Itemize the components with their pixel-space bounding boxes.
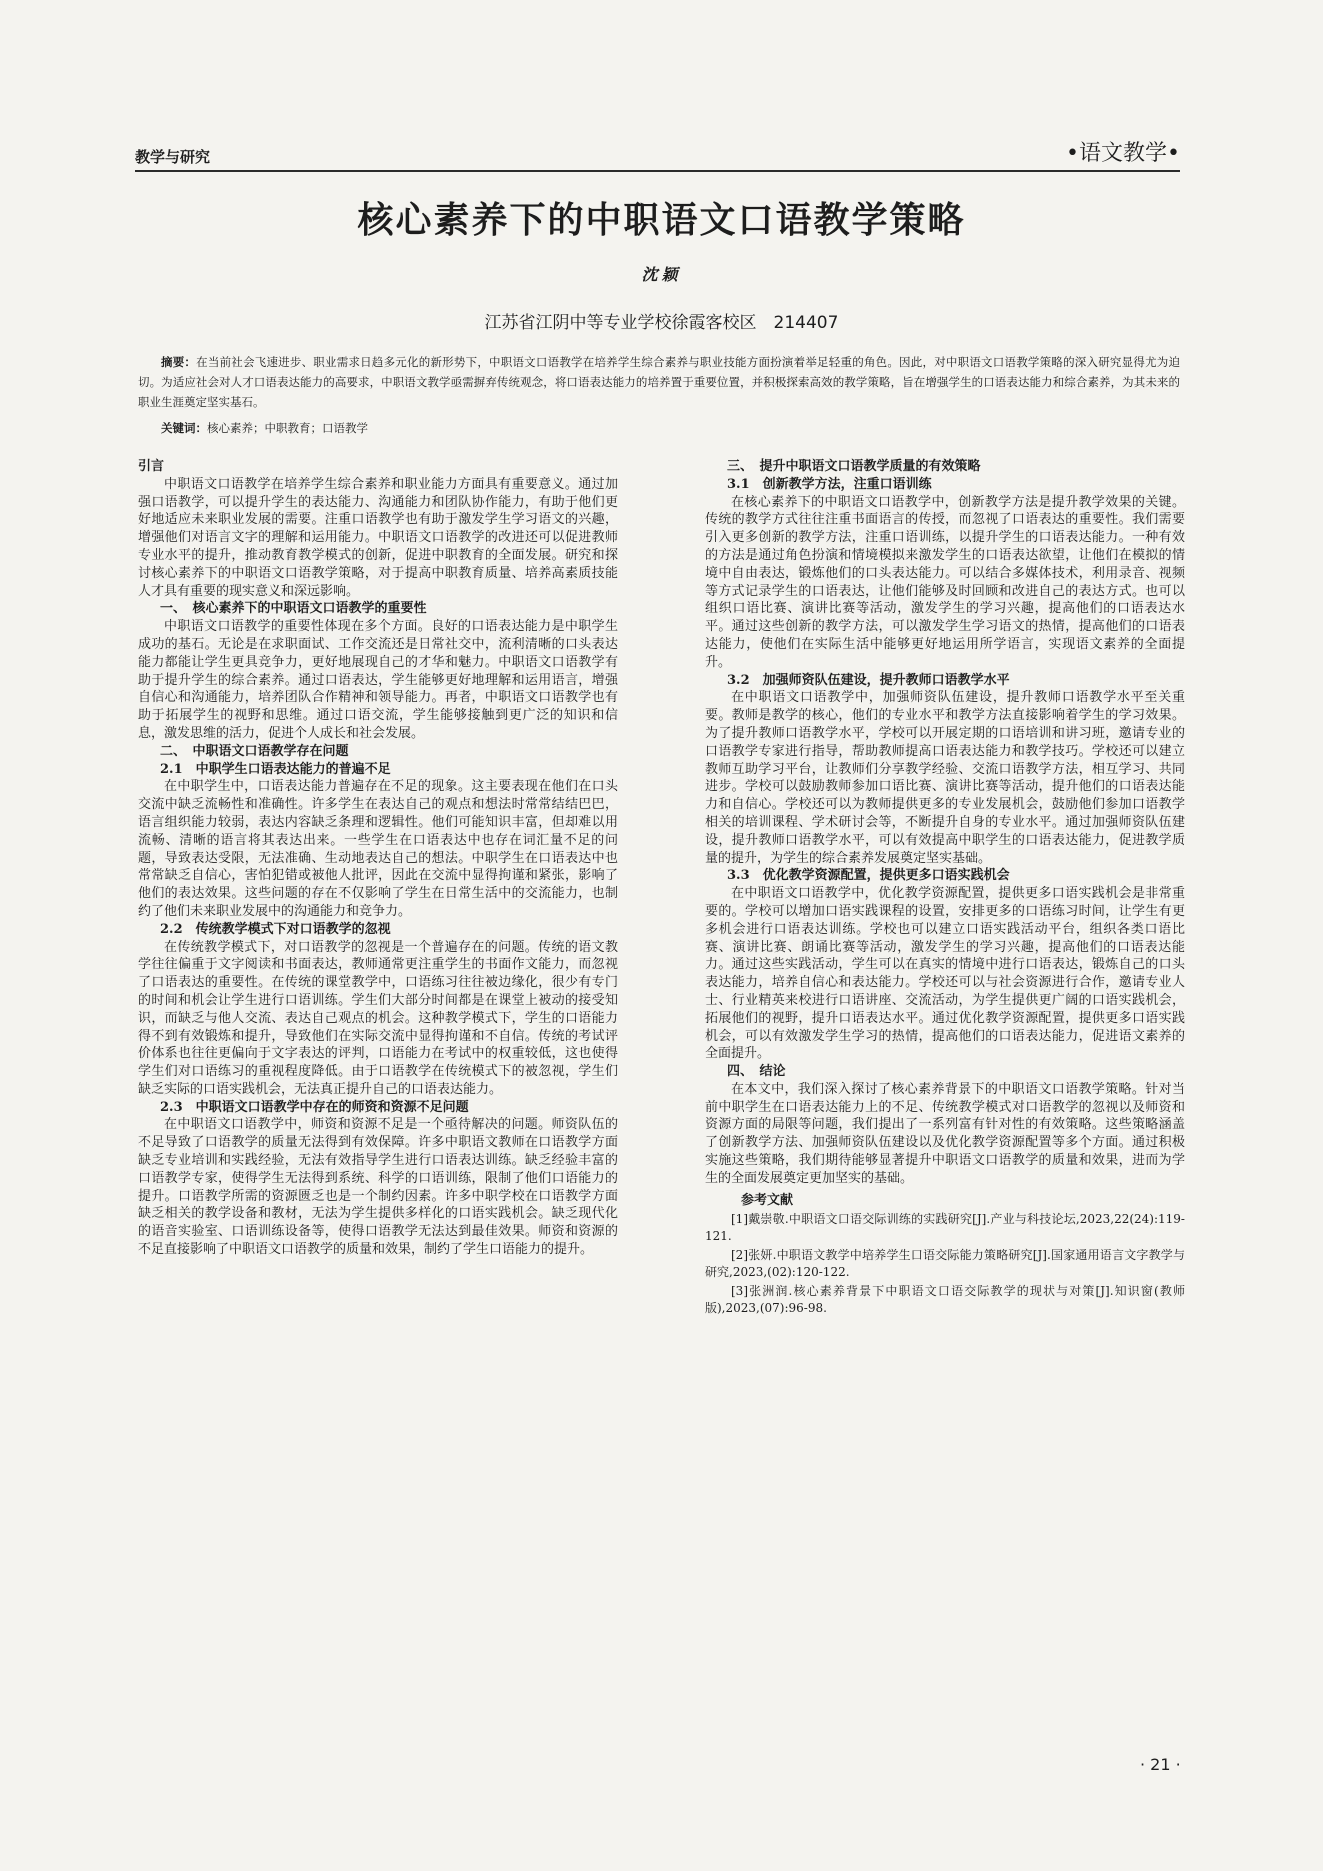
subsection-heading: 2.3 中职语文口语教学中存在的师资和资源不足问题 <box>160 1099 469 1115</box>
abstract-text: 在当前社会飞速进步、职业需求日趋多元化的新形势下，中职语文口语教学在培养学生综合素养与职业技能方面扮演着举足轻重的角色。因此，对中职语文口语教学策略的深入研究显得尤为迫切。为适应社会对人才口语表达能力的高要求，中职语文教学亟需摒弃传统观念，将口语表达能力的培养置于重要位置，并积极探索高效的教学策略，旨在增强学生的口语表达能力和综合素养，为其未来的职业生涯奠定坚实基石。 <box>138 355 1181 409</box>
body-paragraph: 在核心素养下的中职语文口语教学中，创新教学方法是提升教学效果的关键。传统的教学方式往往注重书面语言的传授，而忽视了口语表达的重要性。我们需要引入更多创新的教学方法，注重口语训练，以提升学生的口语表达能力。一种有效的方法是通过角色扮演和情境模拟来激发学生的口语表达欲望，让他们在模拟的情境中自由表达，锻炼他们的口头表达能力。可以结合多媒体技术，利用录音、视频等方式记录学生的口语表达，让他们能够及时回顾和改进自己的表达方式。也可以组织口语比赛、演讲比赛等活动，激发学生的学习兴趣，提高他们的口语表达水平。通过这些创新的教学方法，可以激发学生学习语文的热情，提高他们的口语表达能力，使他们在实际生活中能够更好地运用所学语言，实现语文素养的全面提升。 <box>705 494 1185 670</box>
reference-item: [2]张妍.中职语文教学中培养学生口语交际能力策略研究[J].国家通用语言文字教学与研究,2023,(02):120-122. <box>705 1248 1185 1280</box>
section-heading: 二、 中职语文口语教学存在问题 <box>160 743 349 759</box>
body-paragraph: 中职语文口语教学的重要性体现在多个方面。良好的口语表达能力是中职学生成功的基石。无论是在求职面试、工作交流还是日常社交中，流利清晰的口头表达能力都能让学生更具竞争力，更好地展现自己的才华和魅力。中职语文口语教学有助于提升学生的综合素养。通过口语表达，学生能够更好地理解和运用语言，增强自信心和沟通能力，培养团队合作精神和领导能力。再者，中职语文口语教学也有助于拓展学生的视野和思维。通过口语交流，学生能够接触到更广泛的知识和信息，激发思维的活力，促进个人成长和社会发展。 <box>138 619 618 741</box>
section-heading: 一、 核心素养下的中职语文口语教学的重要性 <box>160 601 427 617</box>
abstract-label: 摘要： <box>161 355 197 369</box>
subsection-heading: 2.2 传统教学模式下对口语教学的忽视 <box>160 921 391 937</box>
right-column <box>705 458 1185 1317</box>
author-name: 沈颖 <box>641 265 682 284</box>
keywords-label: 关键词： <box>161 421 207 435</box>
body-paragraph: 在本文中，我们深入探讨了核心素养背景下的中职语文口语教学策略。针对当前中职学生在口语表达能力上的不足、传统教学模式对口语教学的忽视以及师资和资源方面的局限等问题，我们提出了一系列富有针对性的有效策略。这些策略涵盖了创新教学方法、加强师资队伍建设以及优化教学资源配置等多个方面。通过积极实施这些策略，我们期待能够显著提升中职语文口语教学的质量和效果，进而为学生的全面发展奠定更加坚实的基础。 <box>705 1081 1185 1186</box>
body-paragraph: 在中职语文口语教学中，加强师资队伍建设，提升教师口语教学水平至关重要。教师是教学的核心，他们的专业水平和教学方法直接影响着学生的学习效果。为了提升教师口语教学水平，学校可以开展定期的口语培训和讲习班，邀请专业的口语教学专家进行指导，帮助教师提高口语表达能力和教学技巧。学校还可以建立教师互助学习平台，让教师们分享教学经验、交流口语教学方法，相互学习、共同进步。学校可以鼓励教师参加口语比赛、演讲比赛等活动，提升他们的口语表达能力和自信心。学校还可以为教师提供更多的专业发展机会，鼓励他们参加口语教学相关的培训课程、学术研讨会等，不断提升自身的专业水平。通过加强师资队伍建设，提升教师口语教学水平，可以有效提高中职学生的口语表达能力，促进教学质量的提升，为学生的综合素养发展奠定坚实基础。 <box>705 690 1185 866</box>
body-paragraph: 在中职语文口语教学中，师资和资源不足是一个亟待解决的问题。师资队伍的不足导致了口语教学的质量无法得到有效保障。许多中职语文教师在口语教学方面缺乏专业培训和实践经验，无法有效指导学生进行口语表达训练。缺乏经验丰富的口语教学专家，使得学生无法得到系统、科学的口语训练，限制了他们口语能力的提升。口语教学所需的资源匮乏也是一个制约因素。许多中职学校在口语教学方面缺乏相关的教学设备和教材，无法为学生提供多样化的口语实践机会。缺乏现代化的语音实验室、口语训练设备等，使得口语教学无法达到最佳效果。师资和资源的不足直接影响了中职语文口语教学的质量和效果，制约了学生口语能力的提升。 <box>138 1117 618 1258</box>
left-column <box>138 458 618 1259</box>
subsection-heading: 3.2 加强师资队伍建设，提升教师口语教学水平 <box>727 672 1010 688</box>
references-heading: 参考文献 <box>741 1192 794 1208</box>
section-heading: 四、 结论 <box>727 1064 786 1080</box>
section-label: 教学与研究 <box>135 148 211 166</box>
section-heading: 引言 <box>138 459 165 474</box>
reference-item: [3]张洲润.核心素养背景下中职语文口语交际教学的现状与对策[J].知识窗(教师版),2023,(07):96-98. <box>705 1284 1185 1316</box>
author-affiliation: 江苏省江阴中等专业学校徐霞客校区 214407 <box>484 313 839 333</box>
running-header <box>135 136 1180 172</box>
keywords-text: 核心素养；中职教育；口语教学 <box>207 421 368 435</box>
column-label: •语文教学• <box>1066 141 1180 166</box>
body-paragraph: 在中职学生中，口语表达能力普遍存在不足的现象。这主要表现在他们在口头交流中缺乏流畅性和准确性。许多学生在表达自己的观点和想法时常常结结巴巴，语言组织能力较弱，表达内容缺乏条理和逻辑性。他们可能知识丰富，但却难以用流畅、清晰的语言将其表达出来。一些学生在口语表达中也存在词汇量不足的问题，导致表达受限，无法准确、生动地表达自己的想法。中职学生在口语表达中也常常缺乏自信心，害怕犯错或被他人批评，因此在交流中显得拘谨和紧张，影响了他们的表达效果。这些问题的存在不仅影响了学生在日常生活中的交流能力，也制约了他们未来职业发展中的沟通能力和竞争力。 <box>138 779 618 919</box>
reference-item: [1]戴崇敬.中职语文口语交际训练的实践研究[J].产业与科技论坛,2023,22(24):119-121. <box>705 1212 1185 1244</box>
section-heading: 三、 提升中职语文口语教学质量的有效策略 <box>727 459 981 474</box>
subsection-heading: 3.1 创新教学方法，注重口语训练 <box>727 476 932 492</box>
body-paragraph: 在中职语文口语教学中，优化教学资源配置，提供更多口语实践机会是非常重要的。学校可以增加口语实践课程的设置，安排更多的口语练习时间，让学生有更多机会进行口语表达训练。学校也可以建立口语实践活动平台，组织各类口语比赛、演讲比赛、朗诵比赛等活动，激发学生的学习兴趣，提高他们的口语表达能力。通过这些实践活动，学生可以在真实的情境中进行口语表达，锻炼自己的口头表达能力，培养自信心和表达能力。学校还可以与社会资源进行合作，邀请专业人士、行业精英来校进行口语讲座、交流活动，为学生提供更广阔的口语实践机会，拓展他们的视野，提升口语表达水平。通过优化教学资源配置，提供更多口语实践机会，可以有效激发学生学习的热情，提高他们的口语表达能力，促进语文素养的全面提升。 <box>705 886 1185 1062</box>
body-paragraph: 在传统教学模式下，对口语教学的忽视是一个普遍存在的问题。传统的语文教学往往偏重于文字阅读和书面表达，教师通常更注重学生的书面作文能力，而忽视了口语表达的重要性。在传统的课堂教学中，口语练习往往被边缘化，很少有专门的时间和机会让学生进行口语训练。学生们大部分时间都是在课堂上被动的接受知识，而缺乏与他人交流、表达自己观点的机会。这种教学模式下，学生的口语能力得不到有效锻炼和提升，导致他们在实际交流中显得拘谨和不自信。传统的考试评价体系也往往更偏向于文字表达的评判，口语能力在考试中的权重较低，这也使得学生们对口语练习的重视程度降低。由于口语教学在传统模式下的被忽视，学生们缺乏实际的口语实践机会，无法真正提升自己的口语表达能力。 <box>138 939 618 1097</box>
page-number: · 21 · <box>1140 1755 1181 1774</box>
article-title: 核心素养下的中职语文口语教学策略 <box>357 200 966 241</box>
keywords <box>161 418 1161 438</box>
body-paragraph: 中职语文口语教学在培养学生综合素养和职业能力方面具有重要意义。通过加强口语教学，可以提升学生的表达能力、沟通能力和团队协作能力，有助于他们更好地适应未来职业发展的需要。注重口语教学也有助于激发学生学习语文的兴趣，增强他们对语言文字的理解和运用能力。中职语文口语教学的改进还可以促进教师专业水平的提升，推动教育教学模式的创新，促进中职教育的全面发展。研究和探讨核心素养下的中职语文口语教学策略，对于提高中职教育质量、培养高素质技能人才具有重要的现实意义和深远影响。 <box>138 476 618 599</box>
subsection-heading: 3.3 优化教学资源配置，提供更多口语实践机会 <box>727 868 1010 884</box>
subsection-heading: 2.1 中职学生口语表达能力的普遍不足 <box>160 761 391 777</box>
abstract <box>138 352 1180 412</box>
